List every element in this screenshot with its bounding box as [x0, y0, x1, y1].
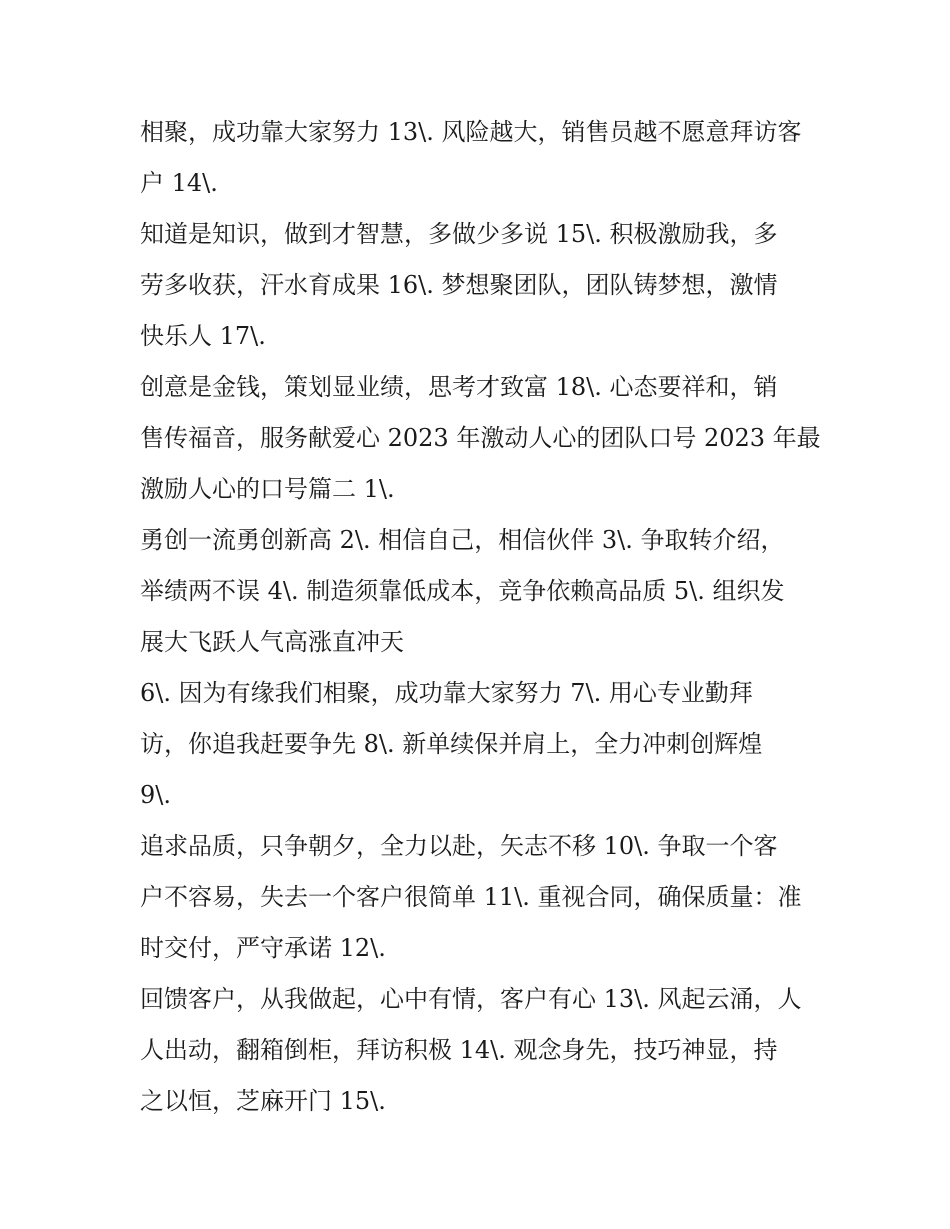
text-line-17: 时交付，严守承诺 12\.	[140, 934, 386, 962]
text-line-12: 6\. 因为有缘我们相聚，成功靠大家努力 7\. 用心专业勤拜	[140, 679, 753, 707]
text-line-14: 9\.	[140, 781, 171, 809]
text-line-18: 回馈客户，从我做起，心中有情，客户有心 13\. 风起云涌，人	[140, 985, 802, 1013]
text-line-5: 快乐人 17\.	[140, 322, 266, 350]
text-line-6: 创意是金钱，策划显业绩，思考才致富 18\. 心态要祥和，销	[140, 373, 778, 401]
text-line-2: 户 14\.	[140, 169, 218, 197]
text-line-15: 追求品质，只争朝夕，全力以赴，矢志不移 10\. 争取一个客	[140, 832, 778, 860]
text-line-8: 激励人心的口号篇二 1\.	[140, 475, 395, 503]
text-line-9: 勇创一流勇创新高 2\. 相信自己，相信伙伴 3\. 争取转介绍，	[140, 526, 785, 554]
body-text	[140, 107, 830, 1127]
text-line-16: 户不容易，失去一个客户很简单 11\. 重视合同，确保质量：准	[140, 883, 802, 911]
text-line-7: 售传福音，服务献爱心 2023 年激动人心的团队口号 2023 年最	[140, 424, 821, 452]
text-line-3: 知道是知识，做到才智慧，多做少多说 15\. 积极激励我，多	[140, 220, 778, 248]
text-line-11: 展大飞跃人气高涨直冲天	[140, 628, 404, 656]
text-line-1: 相聚，成功靠大家努力 13\. 风险越大，销售员越不愿意拜访客	[140, 118, 802, 146]
text-line-19: 人出动，翻箱倒柜，拜访积极 14\. 观念身先，技巧神显，持	[140, 1036, 778, 1064]
text-line-10: 举绩两不误 4\. 制造须靠低成本，竞争依赖高品质 5\. 组织发	[140, 577, 785, 605]
text-line-13: 访，你追我赶要争先 8\. 新单续保并肩上，全力冲刺创辉煌	[140, 730, 763, 758]
text-line-20: 之以恒，芝麻开门 15\.	[140, 1087, 386, 1115]
text-line-4: 劳多收获，汗水育成果 16\. 梦想聚团队，团队铸梦想，激情	[140, 271, 778, 299]
